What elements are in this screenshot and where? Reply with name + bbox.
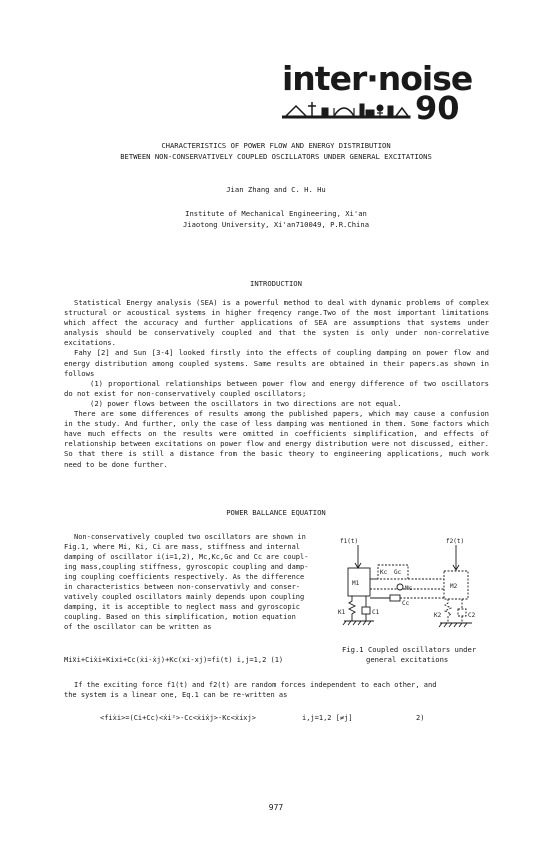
intro-paragraph: Fahy [2] and Sun [3-4] looked firstly into the effects of coupling damping on power flow and energy distribution among coupled systems. Same results are obtained in their papers.as shown in follows [64, 348, 489, 378]
fig-label-k2: K2 [434, 612, 442, 619]
page-number: 977 [268, 803, 284, 812]
fig-label-kc: Kc [380, 569, 388, 576]
paper-title-line-1: CHARACTERISTICS OF POWER FLOW AND ENERGY DISTRIBUTION [161, 141, 391, 150]
pb-line: damping of oscillator i(i=1,2), Mc,Kc,Gc and Cc are coupl- [64, 553, 309, 561]
body-line: the system is a linear one, Eq.1 can be re-written as [64, 691, 288, 699]
figure-caption-line-2: general excitations [366, 655, 449, 664]
equation-2: <fiẋi>=(Ci+Cc)<ẋi²>-Cc<ẋiẋj>-Kc<ẋixj> [100, 714, 256, 722]
affiliation-line-1: Institute of Mechanical Engineering, Xi'an [185, 209, 367, 218]
fig-label-c2: C2 [468, 612, 476, 619]
pb-line: ing coupling coefficients respectively. As the difference [64, 573, 305, 581]
fig-label-c1: C1 [372, 609, 380, 616]
pb-line: damping, it is acceptible to neglect mass and gyroscopic [64, 603, 301, 611]
power-balance-body [64, 532, 329, 632]
fig-label-m1: M1 [352, 580, 360, 587]
paper-title-line-2: BETWEEN NON-CONSERVATIVELY COUPLED OSCILLATORS UNDER GENERAL EXCITATIONS [120, 152, 432, 161]
pb-line: vatively coupled oscillators mainly depends upon coupling [64, 593, 305, 601]
city-skyline-logo-graphic [282, 94, 412, 124]
figure-caption-line-1: Fig.1 Coupled oscillators under [342, 645, 477, 654]
intro-list-item: (1) proportional relationships between power flow and energy difference of two oscillators do not exist for non-conservatively coupled oscillators; [64, 378, 489, 398]
fig-label-cc: Cc [402, 600, 410, 607]
figure-caption [338, 645, 498, 665]
authors: Jian Zhang and C. H. Hu [226, 185, 326, 194]
pb-line: ing mass,coupling stiffness, gyroscopic coupling and damp- [64, 563, 309, 571]
pb-line: Fig.1, where Mi, Ki, Ci are mass, stiffness and internal [64, 543, 301, 551]
section-heading-power-balance: POWER BALLANCE EQUATION [226, 508, 326, 517]
pb-line: in characteristics between non-conservativly and conser- [64, 583, 301, 591]
pb-line: of the oscillator can be written as [64, 623, 212, 631]
fig-label-f2: f2(t) [446, 538, 465, 545]
pb-line: Non-conservatively coupled two oscillators are shown in [74, 533, 306, 541]
fig-label-gc: Gc [394, 569, 402, 576]
equation-2-indices: i,j=1,2 [≠j] [302, 714, 353, 722]
section-heading-introduction: INTRODUCTION [250, 279, 302, 288]
fig-label-mc: Mc [405, 585, 413, 592]
conference-logo-text: inter·noise [282, 59, 473, 98]
intro-list-item: (2) power flows between the oscillators in two directions are not equal. [90, 398, 402, 408]
pb-line: coupling. Based on this simplification, motion equation [64, 613, 296, 621]
body-line: If the exciting force f1(t) and f2(t) are random forces independent to each other, and [74, 681, 437, 689]
introduction-body [64, 298, 489, 470]
intro-paragraph: There are some differences of results among the published papers, which may cause a confusion in the study. And further, only the case of less damping was mentioned in them. Some factors which have much effects on the results were omitted in coefficients simplification, and effects of relationship between excitations on power flow and energy distribution were not discussed, either. So that there is still a distance from the basic theory to engineering applications, much work need to be done further. [64, 409, 489, 469]
coupled-oscillators-figure [338, 535, 498, 643]
affiliation-line-2: Jiaotong University, Xi'an710049, P.R.China [182, 220, 370, 229]
equation-1: Miẍi+Ciẋi+Kixi+Cc(ẋi-ẋj)+Kc(xi-xj)=fi(t) i,j=1,2 (1) [64, 656, 284, 664]
intro-paragraph: Statistical Energy analysis (SEA) is a powerful method to deal with dynamic problems of complex structural or acoustical systems in higher freqency range.Two of the most important limitations which affect the accuracy and further applications of SEA are assumptions that systems under analysis should be conservatively coupled and that the systen is only under non-correlative excitations. [64, 298, 489, 348]
fig-label-f1: f1(t) [340, 538, 359, 545]
equation-2-number: 2) [416, 714, 425, 722]
conference-year-logo: 90 [415, 89, 460, 127]
fig-label-k1: K1 [338, 609, 346, 616]
fig-label-m2: M2 [450, 583, 458, 590]
